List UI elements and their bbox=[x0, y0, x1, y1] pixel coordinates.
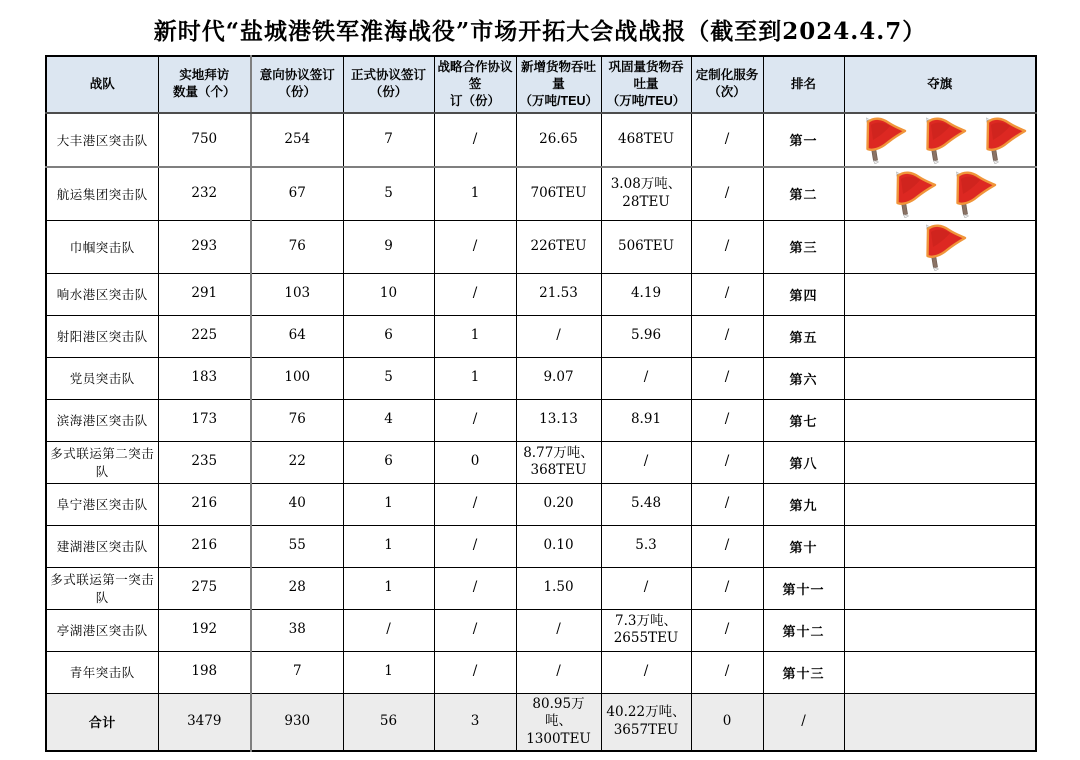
value-cell: 173 bbox=[158, 399, 251, 441]
value-cell: / bbox=[691, 167, 763, 221]
value-cell: 8.77万吨、 368TEU bbox=[516, 441, 601, 483]
value-cell: 1 bbox=[343, 483, 434, 525]
flag-cell bbox=[844, 273, 1036, 315]
value-cell: / bbox=[601, 357, 691, 399]
red-flag-icon bbox=[941, 170, 999, 218]
team-name-cell: 大丰港区突击队 bbox=[46, 113, 158, 167]
value-cell: / bbox=[691, 651, 763, 693]
value-cell: 216 bbox=[158, 483, 251, 525]
value-cell: 1 bbox=[343, 567, 434, 609]
table-row bbox=[46, 441, 1036, 483]
flag-cell bbox=[844, 483, 1036, 525]
table-row bbox=[46, 567, 1036, 609]
value-cell: 7.3万吨、 2655TEU bbox=[601, 609, 691, 651]
table-row bbox=[46, 399, 1036, 441]
rank-cell: 第五 bbox=[763, 315, 844, 357]
table-row bbox=[46, 113, 1036, 167]
flag-cell bbox=[844, 525, 1036, 567]
value-cell: 5 bbox=[343, 357, 434, 399]
value-cell: 183 bbox=[158, 357, 251, 399]
value-cell: 7 bbox=[343, 113, 434, 167]
value-cell: 0.20 bbox=[516, 483, 601, 525]
value-cell: 40.22万吨、 3657TEU bbox=[601, 693, 691, 751]
team-name-cell: 青年突击队 bbox=[46, 651, 158, 693]
team-name-cell: 多式联运第一突击队 bbox=[46, 567, 158, 609]
team-name-cell: 滨海港区突击队 bbox=[46, 399, 158, 441]
table-row bbox=[46, 483, 1036, 525]
column-header-team: 战队 bbox=[46, 56, 158, 113]
rank-cell: 第九 bbox=[763, 483, 844, 525]
value-cell: 64 bbox=[251, 315, 343, 357]
flag-cell bbox=[844, 567, 1036, 609]
table-row bbox=[46, 651, 1036, 693]
value-cell: / bbox=[434, 399, 516, 441]
page-title: 新时代“盐城港铁军淮海战役”市场开拓大会战战报（截至到2024.4.7） bbox=[153, 18, 927, 45]
value-cell: 103 bbox=[251, 273, 343, 315]
column-header-new-cargo: 新增货物吞吐量 （万吨/TEU） bbox=[516, 56, 601, 113]
team-name-cell: 射阳港区突击队 bbox=[46, 315, 158, 357]
red-flag-icon bbox=[971, 116, 1029, 164]
team-name-cell: 巾帼突击队 bbox=[46, 220, 158, 273]
value-cell: 26.65 bbox=[516, 113, 601, 167]
column-header-formal: 正式协议签订 （份） bbox=[343, 56, 434, 113]
value-cell: 198 bbox=[158, 651, 251, 693]
rank-cell: 第一 bbox=[763, 113, 844, 167]
value-cell: 4 bbox=[343, 399, 434, 441]
table-row bbox=[46, 167, 1036, 221]
team-name-cell: 响水港区突击队 bbox=[46, 273, 158, 315]
value-cell: / bbox=[343, 609, 434, 651]
flag-cell bbox=[844, 315, 1036, 357]
value-cell: 28 bbox=[251, 567, 343, 609]
rank-cell: / bbox=[763, 693, 844, 751]
value-cell: / bbox=[601, 441, 691, 483]
table-row bbox=[46, 220, 1036, 273]
team-name-cell: 多式联运第二突击队 bbox=[46, 441, 158, 483]
value-cell: / bbox=[691, 399, 763, 441]
value-cell: 6 bbox=[343, 315, 434, 357]
value-cell: / bbox=[434, 220, 516, 273]
value-cell: 55 bbox=[251, 525, 343, 567]
value-cell: 3 bbox=[434, 693, 516, 751]
battle-report-table bbox=[45, 55, 1037, 752]
value-cell: 21.53 bbox=[516, 273, 601, 315]
value-cell: 1 bbox=[434, 167, 516, 221]
value-cell: / bbox=[691, 525, 763, 567]
value-cell: 22 bbox=[251, 441, 343, 483]
value-cell: / bbox=[691, 567, 763, 609]
flag-cell bbox=[844, 113, 1036, 167]
value-cell: 750 bbox=[158, 113, 251, 167]
flag-cell bbox=[844, 441, 1036, 483]
value-cell: 506TEU bbox=[601, 220, 691, 273]
column-header-strategic: 战略合作协议签 订（份） bbox=[434, 56, 516, 113]
column-header-flag: 夺旗 bbox=[844, 56, 1036, 113]
value-cell: 1 bbox=[343, 525, 434, 567]
total-label-cell: 合计 bbox=[46, 693, 158, 751]
rank-cell: 第六 bbox=[763, 357, 844, 399]
team-name-cell: 党员突击队 bbox=[46, 357, 158, 399]
rank-cell: 第十二 bbox=[763, 609, 844, 651]
value-cell: 67 bbox=[251, 167, 343, 221]
value-cell: 275 bbox=[158, 567, 251, 609]
value-cell: / bbox=[691, 113, 763, 167]
value-cell: 9 bbox=[343, 220, 434, 273]
value-cell: 4.19 bbox=[601, 273, 691, 315]
value-cell: 1.50 bbox=[516, 567, 601, 609]
table-row bbox=[46, 525, 1036, 567]
column-header-rank: 排名 bbox=[763, 56, 844, 113]
value-cell: 9.07 bbox=[516, 357, 601, 399]
red-flag-icon bbox=[881, 170, 939, 218]
value-cell: 76 bbox=[251, 399, 343, 441]
flag-cell bbox=[844, 220, 1036, 273]
value-cell: 254 bbox=[251, 113, 343, 167]
value-cell: / bbox=[691, 441, 763, 483]
rank-cell: 第十 bbox=[763, 525, 844, 567]
value-cell: / bbox=[434, 567, 516, 609]
value-cell: / bbox=[691, 220, 763, 273]
table-row bbox=[46, 609, 1036, 651]
flag-cell bbox=[844, 651, 1036, 693]
rank-cell: 第八 bbox=[763, 441, 844, 483]
value-cell: 3479 bbox=[158, 693, 251, 751]
value-cell: 216 bbox=[158, 525, 251, 567]
value-cell: 76 bbox=[251, 220, 343, 273]
value-cell: 10 bbox=[343, 273, 434, 315]
value-cell: 0 bbox=[691, 693, 763, 751]
flag-cell bbox=[844, 399, 1036, 441]
value-cell: 291 bbox=[158, 273, 251, 315]
value-cell: / bbox=[516, 651, 601, 693]
value-cell: / bbox=[434, 609, 516, 651]
value-cell: / bbox=[691, 609, 763, 651]
header-row bbox=[46, 56, 1036, 113]
value-cell: / bbox=[434, 483, 516, 525]
value-cell: 5.48 bbox=[601, 483, 691, 525]
rank-cell: 第三 bbox=[763, 220, 844, 273]
value-cell: 226TEU bbox=[516, 220, 601, 273]
value-cell: 293 bbox=[158, 220, 251, 273]
value-cell: / bbox=[601, 567, 691, 609]
table-row bbox=[46, 357, 1036, 399]
value-cell: 0.10 bbox=[516, 525, 601, 567]
value-cell: / bbox=[691, 315, 763, 357]
rank-cell: 第七 bbox=[763, 399, 844, 441]
value-cell: 192 bbox=[158, 609, 251, 651]
value-cell: / bbox=[601, 651, 691, 693]
table-row bbox=[46, 315, 1036, 357]
flag-cell bbox=[844, 693, 1036, 751]
flag-group bbox=[848, 116, 1033, 164]
value-cell: 235 bbox=[158, 441, 251, 483]
value-cell: 80.95万吨、 1300TEU bbox=[516, 693, 601, 751]
value-cell: 6 bbox=[343, 441, 434, 483]
red-flag-icon bbox=[911, 223, 969, 271]
rank-cell: 第十一 bbox=[763, 567, 844, 609]
rank-cell: 第四 bbox=[763, 273, 844, 315]
red-flag-icon bbox=[851, 116, 909, 164]
red-flag-icon bbox=[911, 116, 969, 164]
column-header-consolidated: 巩固量货物吞吐量 （万吨/TEU） bbox=[601, 56, 691, 113]
value-cell: 5.96 bbox=[601, 315, 691, 357]
value-cell: / bbox=[691, 483, 763, 525]
value-cell: 1 bbox=[434, 315, 516, 357]
value-cell: 1 bbox=[434, 357, 516, 399]
value-cell: 5 bbox=[343, 167, 434, 221]
column-header-visits: 实地拜访 数量（个） bbox=[158, 56, 251, 113]
value-cell: / bbox=[434, 651, 516, 693]
rank-cell: 第二 bbox=[763, 167, 844, 221]
flag-group bbox=[848, 170, 1033, 218]
value-cell: 1 bbox=[343, 651, 434, 693]
column-header-intent: 意向协议签订 （份） bbox=[251, 56, 343, 113]
value-cell: / bbox=[516, 609, 601, 651]
value-cell: / bbox=[691, 357, 763, 399]
value-cell: / bbox=[434, 113, 516, 167]
value-cell: 0 bbox=[434, 441, 516, 483]
value-cell: 5.3 bbox=[601, 525, 691, 567]
value-cell: 40 bbox=[251, 483, 343, 525]
rank-cell: 第十三 bbox=[763, 651, 844, 693]
value-cell: 100 bbox=[251, 357, 343, 399]
value-cell: 8.91 bbox=[601, 399, 691, 441]
team-name-cell: 阜宁港区突击队 bbox=[46, 483, 158, 525]
value-cell: / bbox=[434, 273, 516, 315]
team-name-cell: 航运集团突击队 bbox=[46, 167, 158, 221]
value-cell: 7 bbox=[251, 651, 343, 693]
value-cell: 38 bbox=[251, 609, 343, 651]
value-cell: / bbox=[516, 315, 601, 357]
flag-group bbox=[848, 223, 1033, 271]
table-row bbox=[46, 273, 1036, 315]
team-name-cell: 建湖港区突击队 bbox=[46, 525, 158, 567]
column-header-custom-service: 定制化服务 （次） bbox=[691, 56, 763, 113]
value-cell: 930 bbox=[251, 693, 343, 751]
value-cell: 225 bbox=[158, 315, 251, 357]
flag-cell bbox=[844, 357, 1036, 399]
value-cell: / bbox=[434, 525, 516, 567]
team-name-cell: 亭湖港区突击队 bbox=[46, 609, 158, 651]
value-cell: / bbox=[691, 273, 763, 315]
value-cell: 3.08万吨、 28TEU bbox=[601, 167, 691, 221]
total-row bbox=[46, 693, 1036, 751]
value-cell: 232 bbox=[158, 167, 251, 221]
flag-cell bbox=[844, 167, 1036, 221]
value-cell: 706TEU bbox=[516, 167, 601, 221]
value-cell: 56 bbox=[343, 693, 434, 751]
value-cell: 13.13 bbox=[516, 399, 601, 441]
flag-cell bbox=[844, 609, 1036, 651]
value-cell: 468TEU bbox=[601, 113, 691, 167]
